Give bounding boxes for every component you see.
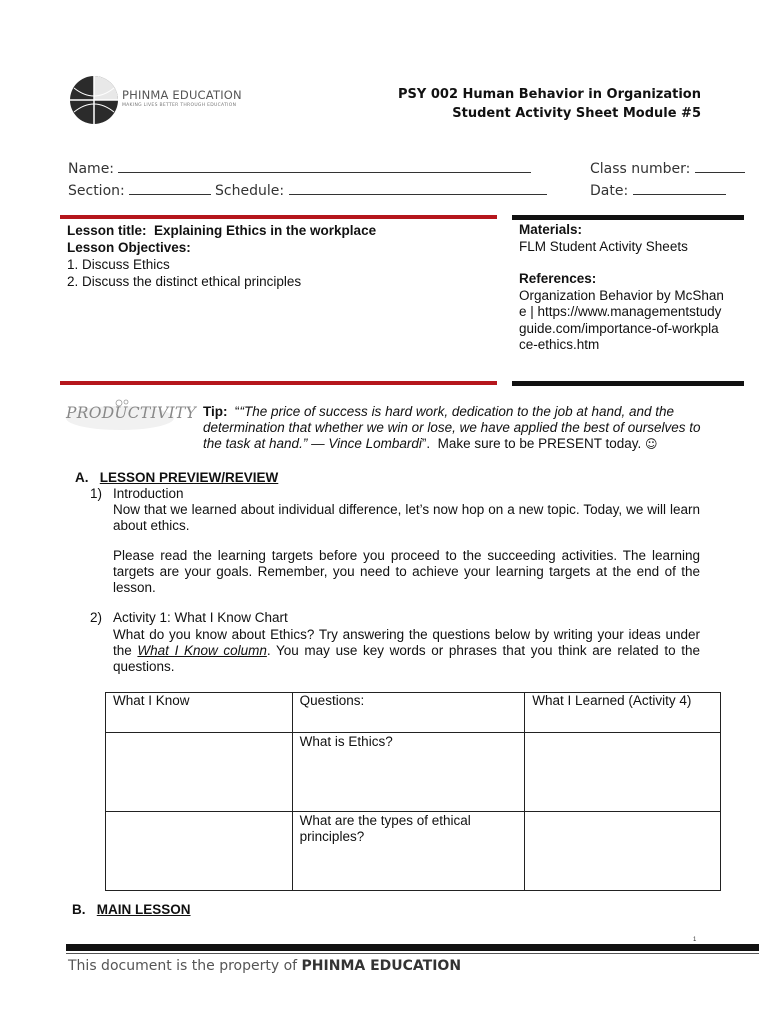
materials-value: FLM Student Activity Sheets	[519, 238, 688, 254]
document-title-block	[398, 85, 701, 123]
header-what-i-learned: What I Learned (Activity 4)	[525, 693, 721, 733]
footer-property-text: This document is the property of	[68, 958, 298, 974]
item2-text-a: What do you know about Ethics? Try answering the questions below by writing your ideas under the	[113, 627, 700, 658]
references-value: Organization Behavior by McShane | https://www.managementstudyguide.com/importance-of-workplace-ethics.htm	[519, 287, 724, 352]
lesson-bottom-rule	[60, 381, 497, 385]
date-field[interactable]	[590, 180, 726, 199]
tip-label: Tip:	[203, 404, 228, 419]
footer-thin-rule	[66, 953, 759, 954]
objective-item: 2. Discuss the distinct ethical principles	[67, 274, 302, 289]
schedule-blank[interactable]	[289, 180, 547, 195]
materials-top-rule	[512, 215, 744, 220]
section-b-title: MAIN LESSON	[96, 902, 191, 917]
footer-rule	[66, 944, 759, 951]
answer-cell-know[interactable]	[106, 812, 293, 891]
section-a-letter: A.	[75, 470, 89, 485]
section-label: Section:	[68, 183, 125, 199]
lesson-top-rule	[60, 215, 497, 219]
item1-number: 1)	[90, 486, 103, 501]
what-i-know-column-ref: What I Know column	[137, 643, 267, 658]
item2-text-b: . You may use key words or phrases that you think are related to the questions.	[113, 643, 700, 674]
answer-cell-know[interactable]	[106, 733, 293, 812]
lesson-objectives-label: Lesson Objectives:	[67, 240, 191, 255]
answer-cell-learned[interactable]	[525, 812, 721, 891]
footer-text	[68, 958, 461, 974]
section-a-heading	[75, 470, 278, 485]
tip-quote: “The price of success is hard work, dedication to the job at hand, and the determination that whether we win or lose, we have applied the best of ourselves to the task at hand.” — Vince Lombardi	[203, 404, 701, 451]
lesson-title-line	[67, 222, 497, 239]
references-label: References:	[519, 271, 597, 286]
answer-cell-learned[interactable]	[525, 733, 721, 812]
section-b-letter: B.	[72, 902, 86, 917]
header-what-i-know: What I Know	[106, 693, 293, 733]
section-field[interactable]	[68, 180, 211, 199]
item1-title: Introduction	[113, 486, 184, 501]
logo-name: PHINMA EDUCATION	[122, 88, 242, 102]
section-a-title: LESSON PREVIEW/REVIEW	[99, 470, 279, 485]
table-row	[106, 812, 721, 891]
schedule-field[interactable]	[215, 180, 547, 199]
item1-paragraph-2: Please read the learning targets before you proceed to the succeeding activities. The learning targets are your goals. Remember, you need to achieve your learning targets at the end of the lesson.	[113, 548, 700, 595]
materials-bottom-rule	[512, 381, 744, 386]
footer-owner: PHINMA EDUCATION	[301, 958, 462, 974]
table-row	[106, 733, 721, 812]
productivity-text: PRODUCTIVITY	[66, 404, 197, 422]
class-number-blank[interactable]	[695, 158, 745, 173]
materials-info	[519, 222, 724, 354]
course-title: PSY 002 Human Behavior in Organization	[398, 87, 701, 102]
item2-title: Activity 1: What I Know Chart	[113, 610, 288, 625]
date-blank[interactable]	[633, 180, 726, 195]
question-cell: What are the types of ethical principles?	[292, 812, 525, 891]
date-label: Date:	[590, 183, 629, 199]
item2-number: 2)	[90, 610, 103, 625]
phinma-logo	[66, 70, 246, 130]
item1-paragraph-1: Now that we learned about individual difference, let’s now hop on a new topic. Today, we will learn about ethics.	[113, 502, 700, 533]
smiley-icon: ☺	[645, 437, 658, 451]
lesson-info	[67, 222, 497, 290]
class-number-field[interactable]	[590, 158, 745, 177]
productivity-logo	[64, 398, 197, 432]
logo-tagline: MAKING LIVES BETTER THROUGH EDUCATION	[122, 103, 237, 108]
header-questions: Questions:	[292, 693, 525, 733]
lesson-title-label: Lesson title:	[67, 223, 147, 238]
class-number-label: Class number:	[590, 161, 691, 177]
name-field[interactable]	[68, 158, 531, 177]
sheet-title: Student Activity Sheet Module #5	[452, 106, 701, 121]
materials-label: Materials:	[519, 222, 583, 237]
lesson-title-value: Explaining Ethics in the workplace	[154, 223, 377, 238]
section-b-heading	[72, 902, 191, 917]
section-blank[interactable]	[129, 180, 211, 195]
what-i-know-chart	[105, 692, 721, 891]
page-number: 1	[693, 937, 697, 943]
item2-paragraph	[113, 627, 700, 675]
tip-box: Tip: ““The price of success is hard work, dedication to the job at hand, and the determination that whether we win or lose, we have applied the best of ourselves to the task at hand.” — Vince Lombardi”. Make sure to be PRESENT today. ☺	[203, 404, 701, 451]
table-header-row	[106, 693, 721, 733]
question-cell: What is Ethics?	[292, 733, 525, 812]
name-blank[interactable]	[118, 158, 531, 173]
schedule-label: Schedule:	[215, 183, 285, 199]
objective-item: 1. Discuss Ethics	[67, 257, 170, 272]
name-label: Name:	[68, 161, 115, 177]
phinma-globe-icon	[68, 74, 120, 126]
tip-present: Make sure to be PRESENT today.	[437, 436, 642, 451]
